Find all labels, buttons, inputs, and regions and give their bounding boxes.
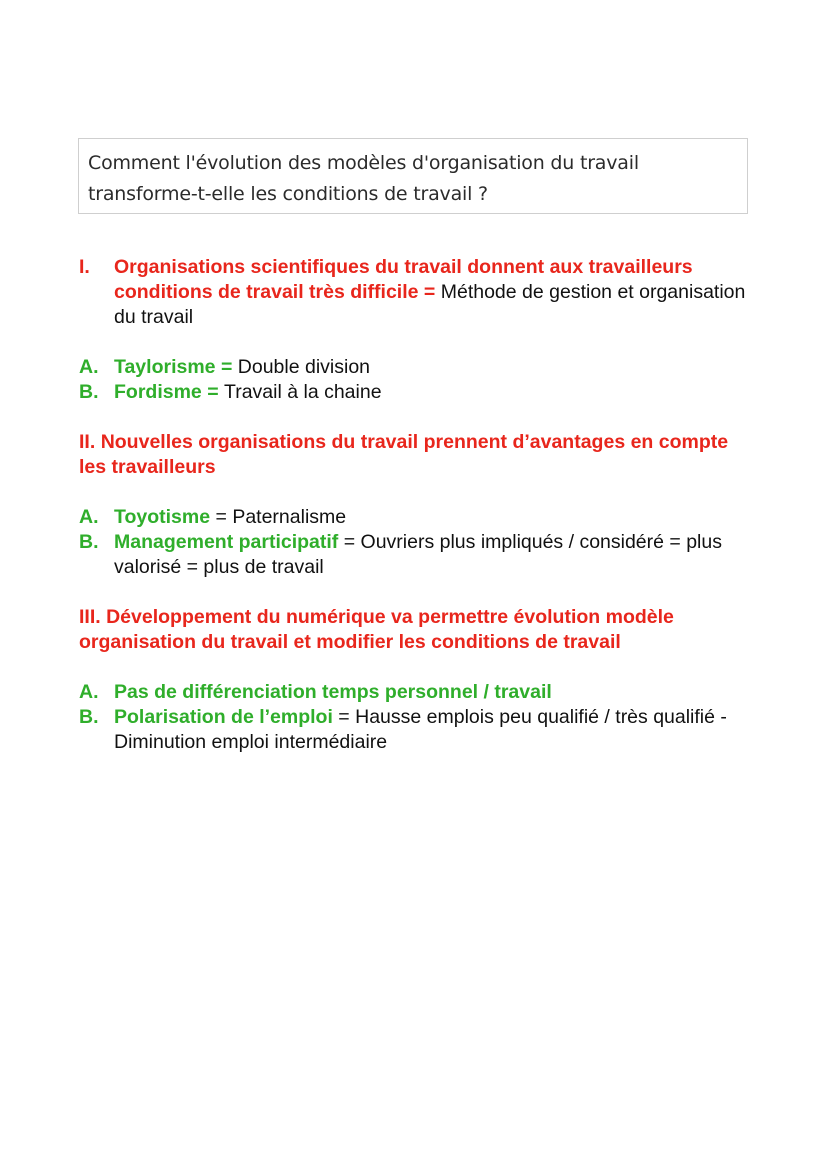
section-1-item-a-description: Double division: [237, 356, 371, 378]
section-2-item-a: [79, 505, 759, 530]
section-3: [79, 605, 759, 655]
section-3-list: [79, 680, 759, 755]
section-2-marker: II.: [79, 431, 96, 453]
section-1-item-b-equals: =: [201, 381, 225, 403]
section-2-item-a-term: Toyotisme: [114, 506, 211, 528]
section-1-item-a-term: Taylorisme: [114, 356, 216, 378]
section-3-marker: III.: [79, 606, 101, 628]
section-2-item-b: [79, 530, 759, 580]
section-2-item-b-marker: B.: [79, 531, 99, 553]
section-2-item-b-description: Ouvriers plus impliqués / considéré = plus valorisé = plus de travail: [114, 531, 722, 578]
section-1-item-a-equals: =: [215, 356, 238, 378]
section-2-item-a-description: Paternalisme: [232, 506, 347, 528]
section-3-item-b-equals: =: [332, 706, 356, 728]
section-2: [79, 430, 759, 480]
section-3-item-a-marker: A.: [79, 681, 99, 703]
section-2-item-b-equals: =: [338, 531, 361, 553]
section-1-item-b-description: Travail à la chaine: [224, 381, 382, 403]
section-1-equals: =: [418, 281, 441, 303]
section-3-item-b: [79, 705, 759, 755]
section-2-item-b-term: Management participatif: [114, 531, 339, 553]
section-3-item-b-description: Hausse emplois peu qualifié / très qualifié - Diminution emploi intermédiaire: [114, 706, 727, 753]
section-3-item-a: [79, 680, 759, 705]
section-1-list: [79, 355, 759, 405]
section-2-list: [79, 505, 759, 580]
section-1: [79, 255, 759, 330]
section-1-item-b-marker: B.: [79, 381, 99, 403]
section-1-title: Organisations scientifiques du travail donnent aux travailleurs conditions de travail très difficile: [114, 256, 693, 303]
section-2-item-a-equals: =: [210, 506, 233, 528]
section-1-item-a-marker: A.: [79, 356, 99, 378]
question-line-2: transforme-t-elle les conditions de travail ?: [88, 183, 488, 205]
section-1-description: Méthode de gestion et organisation du travail: [114, 281, 746, 328]
section-1-item-a: [79, 355, 759, 380]
question-box: [78, 138, 748, 214]
outline: [79, 255, 759, 755]
question-line-1: Comment l'évolution des modèles d'organisation du travail: [88, 152, 639, 174]
section-3-item-b-term: Polarisation de l’emploi: [114, 706, 333, 728]
section-1-item-b: [79, 380, 759, 405]
section-1-marker: I.: [79, 256, 90, 278]
section-1-item-b-term: Fordisme: [114, 381, 202, 403]
section-2-title: Nouvelles organisations du travail prennent d’avantages en compte les travailleurs: [79, 431, 729, 478]
section-3-title: Développement du numérique va permettre évolution modèle organisation du travail et modifier les conditions de travail: [79, 606, 674, 653]
section-3-item-a-term: Pas de différenciation temps personnel / travail: [114, 681, 552, 703]
section-2-item-a-marker: A.: [79, 506, 99, 528]
section-3-item-b-marker: B.: [79, 706, 99, 728]
